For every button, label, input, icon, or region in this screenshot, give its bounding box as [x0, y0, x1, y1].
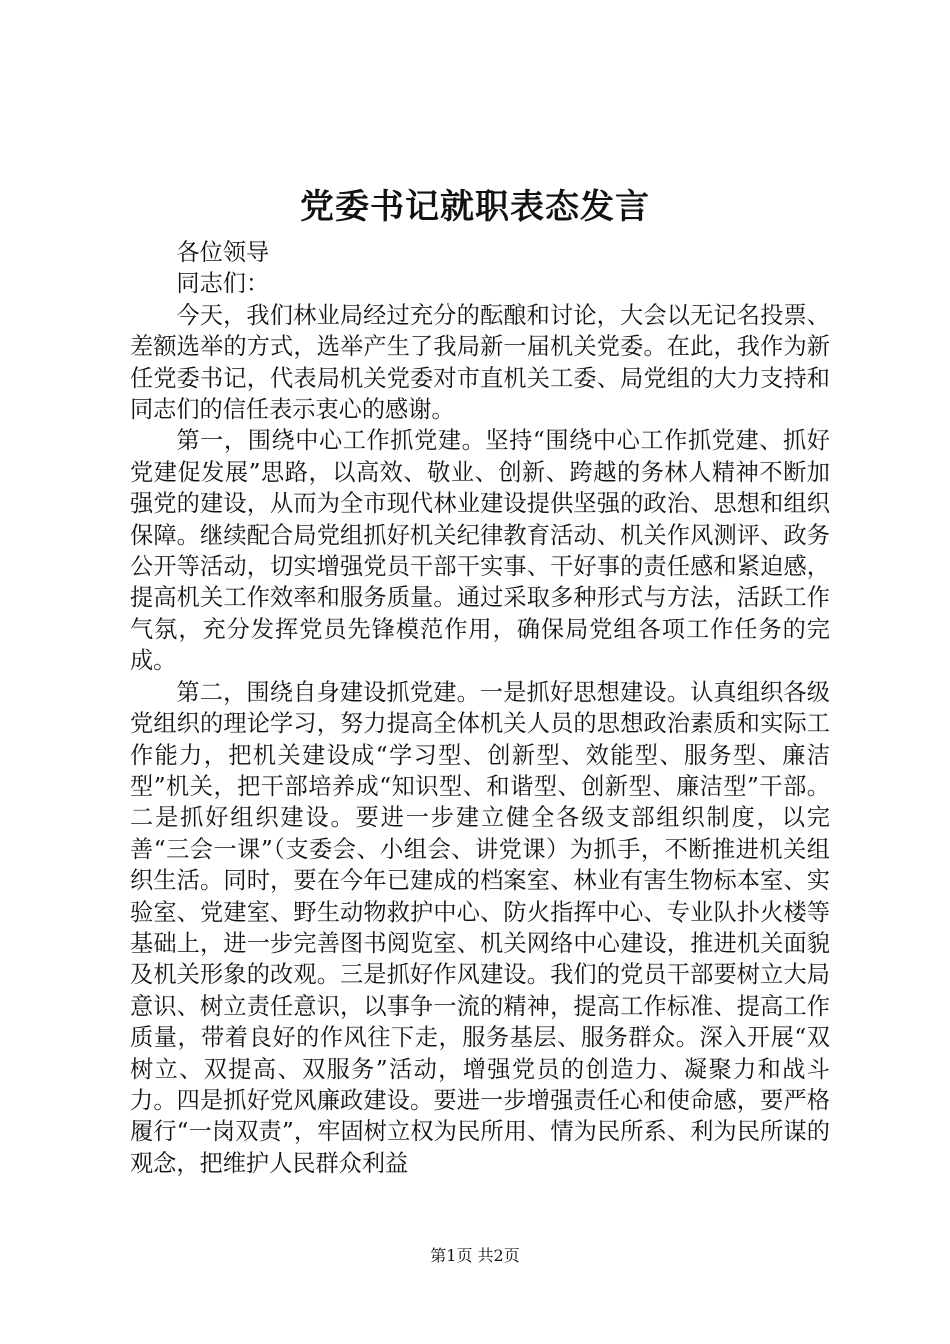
salutation-leaders: 各位领导	[176, 239, 270, 266]
paragraph-intro: 今天，我们林业局经过充分的酝酿和讨论，大会以无记名投票、差额选举的方式，选举产生了我局新一届机关党委。在此，我作为新任党委书记，代表局机关党委对市直机关工委、局党组的大力支持和同志们的信任表示衷心的感谢。	[130, 301, 830, 424]
document-title: 党委书记就职表态发言	[300, 187, 650, 227]
paragraph-second-point: 第二，围绕自身建设抓党建。一是抓好思想建设。认真组织各级党组织的理论学习，努力提高全体机关人员的思想政治素质和实际工作能力，把机关建设成“学习型、创新型、效能型、服务型、廉洁型”机关，把干部培养成“知识型、和谐型、创新型、廉洁型”干部。二是抓好组织建设。要进一步建立健全各级支部组织制度，以完善“三会一课”（支委会、小组会、讲党课）为抓手，不断推进机关组织生活。同时，要在今年已建成的档案室、林业有害生物标本室、实验室、党建室、野生动物救护中心、防火指挥中心、专业队扑火楼等基础上，进一步完善图书阅览室、机关网络中心建设，推进机关面貌及机关形象的改观。三是抓好作风建设。我们的党员干部要树立大局意识、树立责任意识，以事争一流的精神，提高工作标准、提高工作质量，带着良好的作风往下走，服务基层、服务群众。深入开展“双树立、双提高、双服务”活动，增强党员的创造力、凝聚力和战斗力。四是抓好党风廉政建设。要进一步增强责任心和使命感，要严格履行“一岗双责”，牢固树立权为民所用、情为民所系、利为民所谋的观念，把维护人民群众利益	[130, 678, 830, 1177]
document-body	[130, 237, 830, 1179]
paragraph-first-point: 第一，围绕中心工作抓党建。坚持“围绕中心工作抓党建、抓好党建促发展”思路，以高效、敬业、创新、跨越的务林人精神不断加强党的建设，从而为全市现代林业建设提供坚强的政治、思想和组织保障。继续配合局党组抓好机关纪律教育活动、机关作风测评、政务公开等活动，切实增强党员干部干实事、干好事的责任感和紧迫感，提高机关工作效率和服务质量。通过采取多种形式与方法，活跃工作气氛，充分发挥党员先锋模范作用，确保局党组各项工作任务的完成。	[130, 427, 830, 675]
salutation-comrades: 同志们：	[176, 270, 270, 298]
page-footer: 第1页 共2页	[430, 1246, 520, 1265]
